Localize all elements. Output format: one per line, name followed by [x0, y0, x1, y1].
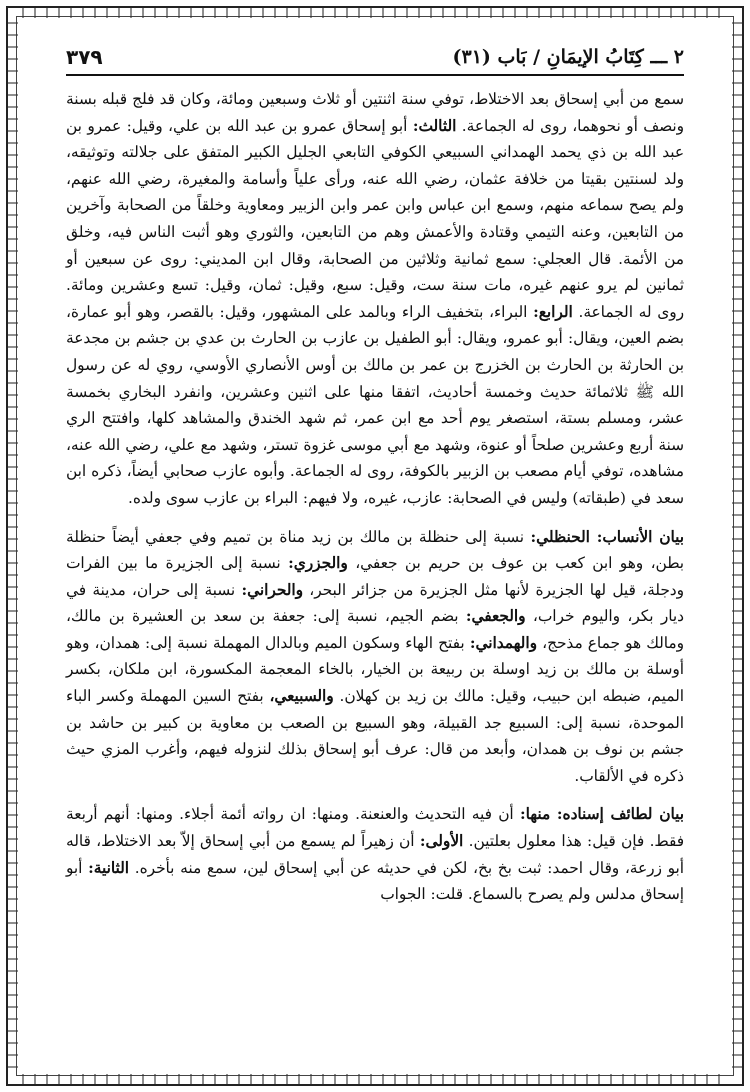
heading-term: والحراني: [241, 580, 304, 599]
page-body [66, 86, 684, 908]
border-ornament-left [8, 22, 18, 1070]
heading-term: والسبيعي، [269, 687, 334, 706]
heading-term: الرابع: [533, 302, 573, 321]
running-title: ٢ ـــ كِتَابُ الإيمَانِ / بَاب (٣١) [452, 46, 684, 68]
paragraph [66, 86, 684, 512]
text-segment: بفتح السين المهملة وكسر الباء الموحدة، نسبة إلى: السبيع جد القبيلة، وهو السبيع بن الصعب بن معاوية بن كبير بن حاشد بن جشم بن نوف بن همدان، وأبعد من قال: عرف أبو إسحاق بذلك لنزوله فيهم، وأغرب المزي حيث ذكره في الألقاب. [66, 687, 684, 785]
text-segment: سمع من أبي إسحاق بعد الاختلاط، توفي سنة اثنتين أو ثلاث وسبعين ومائة، وكان قد فلج قبله بسنة ونصف أو نحوهما، روى له الجماعة. [66, 90, 684, 135]
paragraph [66, 801, 684, 907]
heading-term: بيان لطائف إسناده: منها: [519, 805, 684, 824]
text-segment: البراء، بتخفيف الراء وبالمد على المشهور، وقيل: بالقصر، وهو أبو عمارة، بضم العين، ويقال: أبو عمرو، ويقال: أبو الطفيل بن عازب بن الحارث بن عدي بن جشم بن مجدعة بن الحارثة بن الحارث بن الخزرج بن عمر بن مالك بن أوس الأنصاري الأوسي، روي له عن رسول الله ﷺ ثلاثمائة حديث وخمسة أحاديث، اتفقا منها على اثنين وعشرين، وانفرد البخاري بخمسة عشر، ومسلم بستة، استصغر يوم أحد مع ابن عمر، ثم شهد الخندق والمشاهد كلها، وافتتح الري سنة أربع وعشرين صلحاً أو عنوة، وشهد مع أبي موسى غزوة تستر، وشهد مع علي، رضي الله عنه، مشاهده، توفي أيام مصعب بن الزبير بالكوفة، روى له الجماعة. وأبوه عازب صحابي أيضاً، ذكره ابن سعد في (طبقاته) وليس في الصحابة: عازب، غيره، ولا فيهم: البراء بن عازب سوى ولده. [66, 302, 684, 507]
page-header [66, 40, 684, 76]
text-segment: نسبة إلى حران، مدينة في ديار بكر، واليوم خراب، [66, 580, 684, 626]
text-segment: بضم الجيم، نسبة إلى: جعفة بن سعد بن العشيرة بن مالك، ومالك هو جماع مذحج، [66, 607, 684, 652]
paragraph [66, 524, 684, 790]
border-ornament-right [732, 22, 742, 1070]
text-segment: أن فيه التحديث والعنعنة. ومنها: ان رواته أئمة أجلاء. ومنها: أنهم أربعة فقط. فإن قيل: هذا معلول بعلتين. [66, 805, 685, 851]
heading-term: والجزري: [288, 554, 348, 573]
heading-term: والجعفي: [465, 607, 526, 626]
heading-term: الأولى: [419, 832, 464, 851]
border-ornament-top [22, 8, 728, 18]
text-segment: أبو إسحاق عمرو بن عبد الله بن علي، وقيل: عمرو بن عبد الله بن ذي يحمد الهمداني السبيعي الكوفي التابعي الجليل الكبير المتفق على جلالته وتوثيقه، ولد لسنتين بقيتا من خلافة عثمان، رضي الله عنه، ورأى علياً وأسامة والمغيرة، رضي الله عنهم، ولم يصح سماعه منهم، وسمع ابن عباس وابن عمر وابن الزبير ومعاوية وخلقاً من الصحابة وآخرين من التابعين، وعنه التيمي وقتادة والأعمش وهم من التابعين، والثوري وهو أثبت الناس فيه، وخلق من الأئمة. قال العجلي: سمع ثمانية وثلاثين من الصحابة، وقال ابن المديني: روى عن سبعين أو ثمانين لم يرو عنهم غيره، مات سنة ست، وقيل: سبع، وقيل: ثمان، وقيل: تسع وعشرين ومائة. روى له الجماعة. [66, 116, 684, 321]
page-number: ٣٧٩ [66, 45, 103, 69]
heading-term: والهمداني: [469, 633, 537, 652]
heading-term: الثالث: [412, 116, 457, 135]
text-segment: بفتح الهاء وسكون الميم وبالدال المهملة نسبة إلى: همدان، وهو أوسلة بن مالك بن زيد اوسلة بن ربيعة بن الخيار، بالخاء المعجمة المكسورة، ابن ملكان، بكسر الميم، ضبطه ابن حبيب، وقيل: مالك بن زيد بن كهلان. [66, 633, 684, 706]
heading-term: الثانية: [88, 858, 130, 877]
text-segment: أن زهيراً لم يسمع من أبي إسحاق إلاّ بعد الاختلاط، قاله أبو زرعة، وقال احمد: ثبت بخ بخ، لكن في حديثه عن أبي إسحاق لين، سمع منه بأخره. [66, 832, 684, 877]
heading-term: بيان الأنساب: الحنظلي: [530, 527, 684, 546]
text-segment: أبو إسحاق مدلس ولم يصرح بالسماع. قلت: الجواب [66, 858, 684, 904]
text-segment: نسبة إلى حنظلة بن مالك بن زيد مناة بن تميم وفي جعفي أيضاً حنظلة بطن، وهو ابن كعب بن عوف بن حريم بن جعفي، [66, 527, 684, 573]
text-segment: نسبة إلى الجزيرة ما بين الفرات ودجلة، قيل لها الجزيرة لأنها مثل الجزيرة من جزائر البحر، [66, 554, 685, 599]
border-ornament-bottom [22, 1074, 728, 1084]
